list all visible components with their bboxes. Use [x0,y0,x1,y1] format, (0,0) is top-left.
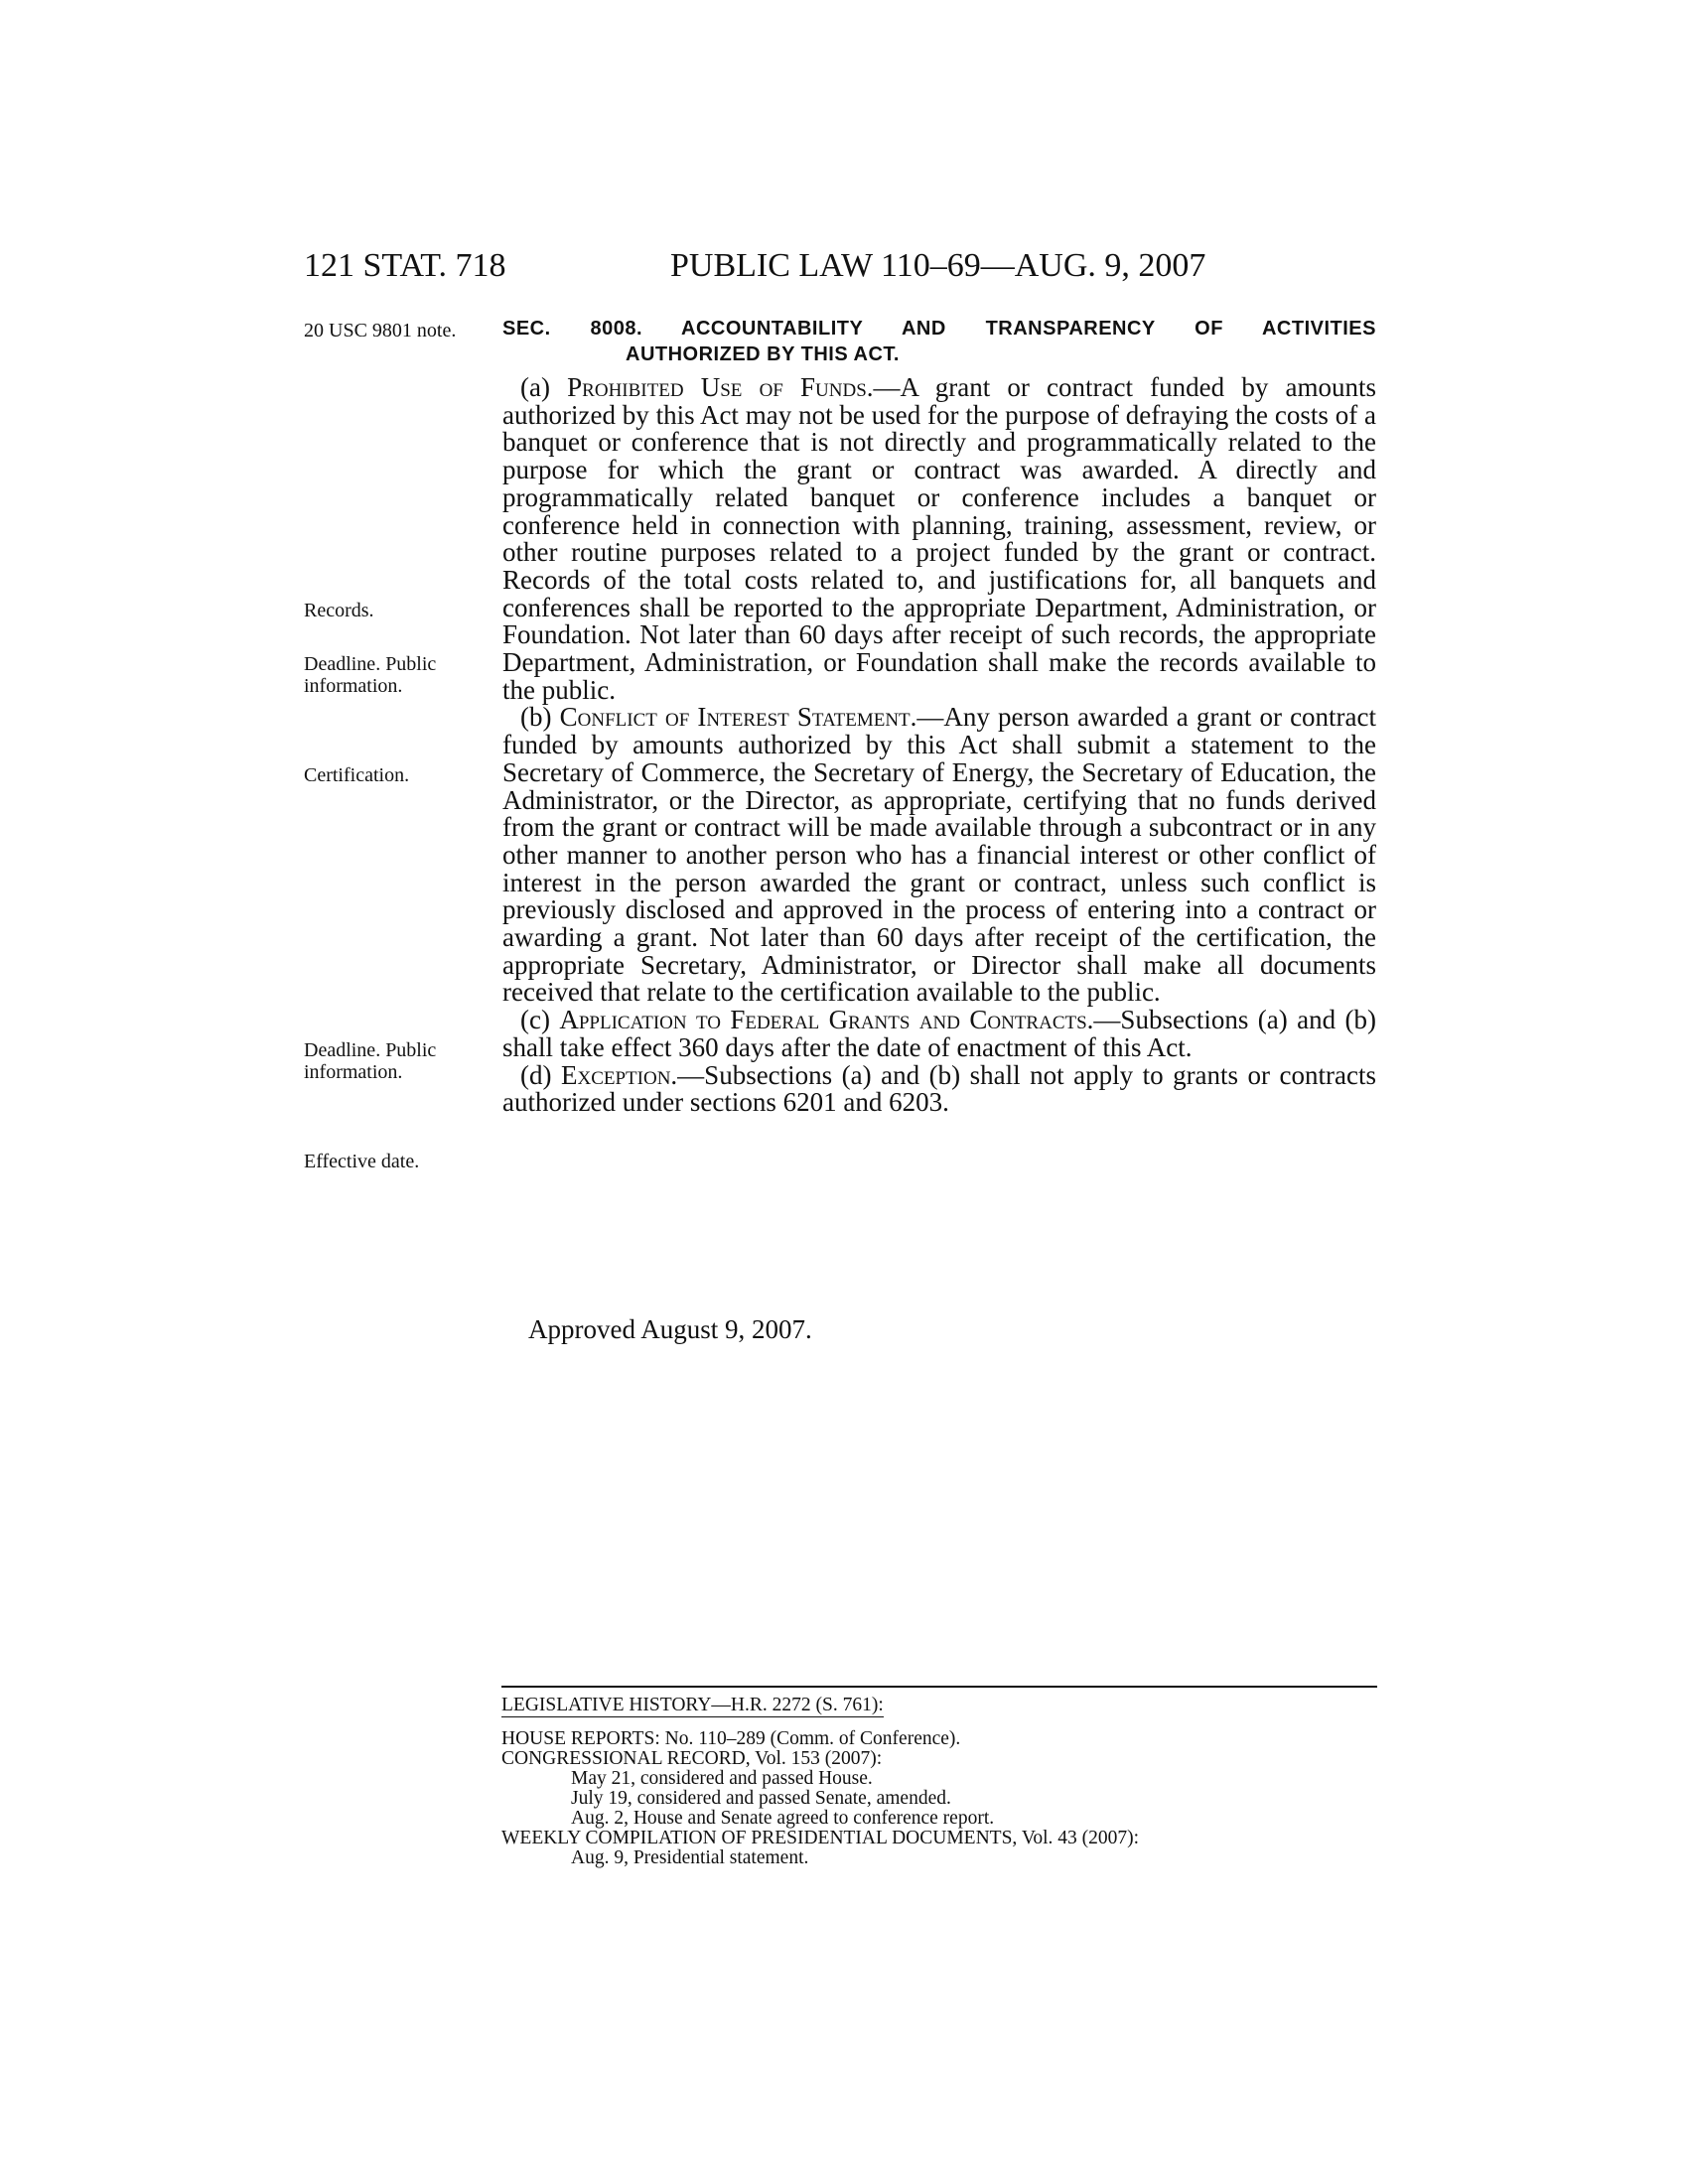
subsection-label: (c) [520,1005,560,1035]
history-line: Aug. 2, House and Senate agreed to conference report. [571,1808,995,1829]
history-line: CONGRESSIONAL RECORD, Vol. 153 (2007): [501,1748,883,1769]
subsection-label: (d) [520,1059,561,1090]
section-body [502,374,1376,1117]
page-stat-number: 121 STAT. 718 [304,247,506,284]
margin-note-deadline: Deadline. Public information. [304,1039,437,1083]
history-line: July 19, considered and passed Senate, amended. [571,1788,951,1809]
subsection-label: (b) [520,702,560,733]
running-header: PUBLIC LAW 110–69—AUG. 9, 2007 [670,247,1206,284]
subsection-text: —Subsections (a) and (b) shall not apply to grants or contracts authorized under sections 6201 and 6203. [502,1059,1376,1118]
margin-note-usc: 20 USC 9801 note. [304,320,457,341]
margin-note-certification: Certification. [304,764,410,786]
subsection-c [502,1007,1376,1061]
subsection-heading: Conflict of Interest Statement. [559,702,917,733]
history-line: Aug. 9, Presidential statement. [571,1847,809,1868]
subsection-heading: Exception. [560,1059,678,1090]
history-line: WEEKLY COMPILATION OF PRESIDENTIAL DOCUMENTS, Vol. 43 (2007): [501,1828,1140,1848]
subsection-text: —Subsections (a) and (b) shall take effect 360 days after the date of enactment of this Act. [502,1005,1376,1062]
section-title-line: SEC. 8008. ACCOUNTABILITY AND TRANSPARENCY OF ACTIVITIES [502,318,1376,340]
margin-note-records: Records. [304,600,374,621]
section-title-line: AUTHORIZED BY THIS ACT. [626,343,900,365]
subsection-text: —A grant or contract funded by amounts authorized by this Act may not be used for the purpose of defraying the costs of a banquet or conference that is not directly and programmatically related to the purpose for which the grant or contract was awarded. A directly and programmatically related banquet or conference includes a banquet or conference held in connection with planning, training, assessment, review, or other routine purposes related to a project funded by the grant or contract. Records of the total costs related to, and justifications for, all banquets and conferences shall be reported to the appropriate Department, Administration, or Foundation. Not later than 60 days after receipt of such records, the appropriate Department, Administration, or Foundation shall make the records available to the public. [502,372,1376,705]
subsection-heading: Prohibited Use of Funds. [567,372,874,402]
margin-note-deadline: Deadline. Public information. [304,653,437,697]
subsection-heading: Application to Federal Grants and Contracts. [559,1005,1094,1035]
legislative-history-title: LEGISLATIVE HISTORY—H.R. 2272 (S. 761): [501,1695,884,1715]
subsection-b [502,704,1376,1007]
subsection-text: —Any person awarded a grant or contract funded by amounts authorized by this Act shall submit a statement to the Secretary of Commerce, the Secretary of Energy, the Secretary of Education, the Administrator, or the Director, as appropriate, certifying that no funds derived from the grant or contract will be made available through a subcontract or in any other manner to another person who has a financial interest or other conflict of interest in the person awarded the grant or contract, unless such conflict is previously disclosed and approved in the process of entering into a contract or awarding a grant. Not later than 60 days after receipt of the certification, the appropriate Secretary, Administrator, or Director shall make all documents received that relate to the certification available to the public. [502,702,1377,1008]
approved-date: Approved August 9, 2007. [528,1314,812,1344]
history-line: HOUSE REPORTS: No. 110–289 (Comm. of Conference). [501,1728,961,1749]
section-title [502,316,1376,367]
margin-note-effective-date: Effective date. [304,1151,420,1172]
subsection-label: (a) [520,372,568,402]
divider-rule [501,1686,1377,1688]
subsection-a [502,374,1376,704]
history-line: May 21, considered and passed House. [571,1768,873,1789]
subsection-d [502,1059,1376,1118]
legislative-history [501,1729,1395,1868]
